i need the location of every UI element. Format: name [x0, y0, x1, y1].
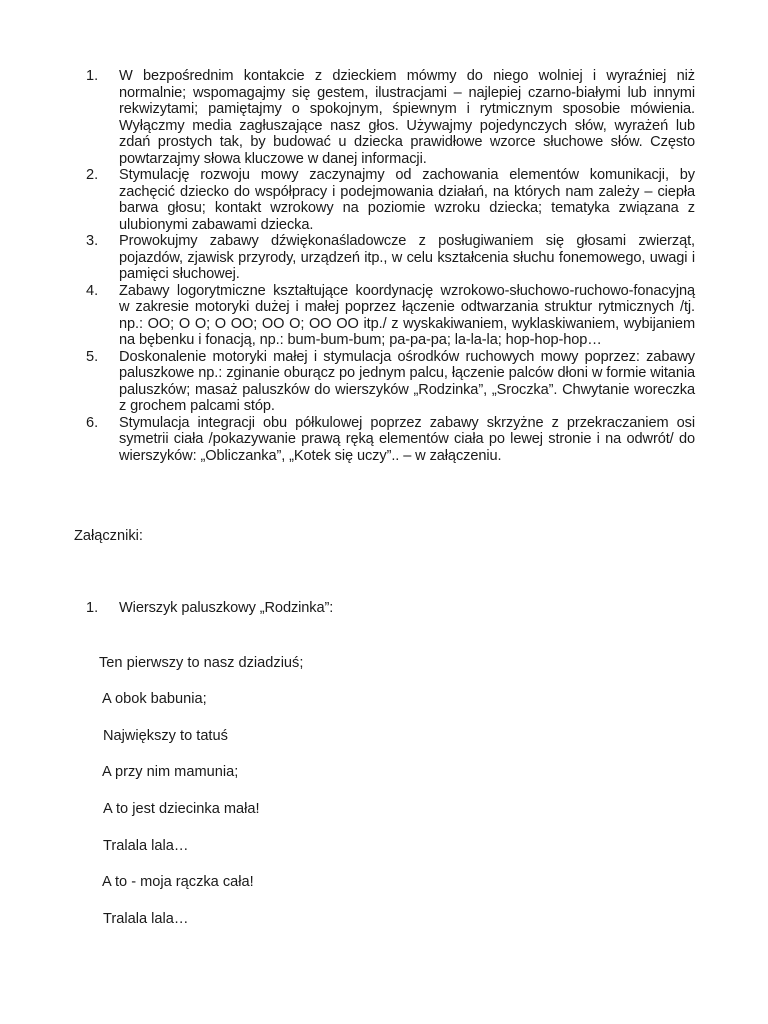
list-item-text: Stymulację rozwoju mowy zaczynajmy od zachowania elementów komunikacji, by zachęcić dziecko do współpracy i podejmowania działań, na których nam zależy – ciepła barwa głosu; kontakt wzrokowy na poziomie wzroku dziecka; tematyka związana z ulubionymi zabawami dziecka. [119, 167, 695, 233]
poem-line: Tralala lala… [103, 838, 189, 854]
attachment-item [0, 600, 768, 617]
poem-line: Tralala lala… [103, 911, 189, 927]
list-item-text: Prowokujmy zabawy dźwiękonaśladowcze z posługiwaniem się głosami zwierząt, pojazdów, zjawisk przyrody, urządzeń itp., w celu kształcenia słuchu fonemowego, uwagi i pamięci słuchowej. [119, 233, 695, 282]
attachment-title: Wierszyk paluszkowy „Rodzinka”: [119, 600, 334, 616]
instruction-list [0, 68, 768, 464]
list-item-number: 3. [86, 233, 99, 249]
list-item-number: 5. [86, 348, 99, 365]
list-item [0, 68, 768, 167]
list-item [0, 283, 768, 349]
list-item-text: Stymulacja integracji obu półkulowej poprzez zabawy skrzyżne z przekraczaniem osi symetrii ciała /pokazywanie prawą ręką elementów ciała po lewej stronie i na odwrót/ do wierszyków: „Obliczanka”, „Kotek się uczy”.. – w załączeniu. [119, 414, 695, 464]
list-item [0, 415, 768, 465]
list-item-text: Doskonalenie motoryki małej i stymulacja ośrodków ruchowych mowy poprzez: zabawy paluszkowe np.: zginanie oburącz po jednym palcu, łączenie palców dłoni w formie witania paluszków; masaż paluszków do wierszyków „Rodzinka”, „Sroczka”. Chwytanie woreczka z grochem palcami stóp. [119, 348, 695, 414]
list-item-text: W bezpośrednim kontakcie z dzieckiem mówmy do niego wolniej i wyraźniej niż normalnie; wspomagajmy się gestem, ilustracjami – najlepiej czarno-białymi lub innymi rekwizytami; pamiętajmy o spokojnym, śpiewnym i rytmicznym sposobie mówienia. Wyłączmy media zagłuszające nasz głos. Używajmy pojedynczych słów, wyrażeń lub zdań prostych tak, by budować u dziecka prawidłowe wzorce słuchowe słów. Często powtarzajmy słowa kluczowe w danej informacji. [119, 68, 695, 167]
poem-line: Największy to tatuś [103, 728, 228, 744]
poem-line: Ten pierwszy to nasz dziadziuś; [99, 655, 304, 671]
poem-line: A to jest dziecinka mała! [103, 801, 260, 817]
list-item-number: 4. [86, 282, 99, 299]
list-item-number: 2. [86, 167, 99, 183]
list-item [0, 349, 768, 415]
poem-line: A przy nim mamunia; [102, 764, 239, 780]
list-item [0, 167, 768, 233]
list-item-text: Zabawy logorytmiczne kształtujące koordynację wzrokowo-słuchowo-ruchowo-fonacyjną w zakresie motoryki dużej i małej poprzez łączenie odtwarzania struktur rytmicznych /tj. np.: OO; O O; O OO; OO O; OO OO itp./ z wyskakiwaniem, wyklaskiwaniem, wybijaniem na bębenku i fonacją, np.: bum-bum-bum; pa-pa-pa; la-la-la; hop-hop-hop… [119, 282, 695, 348]
list-item [0, 233, 768, 283]
poem-line: A obok babunia; [102, 691, 207, 707]
poem-line: A to - moja rączka cała! [102, 874, 254, 890]
list-item-number: 6. [86, 414, 99, 431]
attachments-heading: Załączniki: [74, 528, 143, 544]
attachment-number: 1. [86, 600, 99, 616]
list-item-number: 1. [86, 68, 99, 84]
